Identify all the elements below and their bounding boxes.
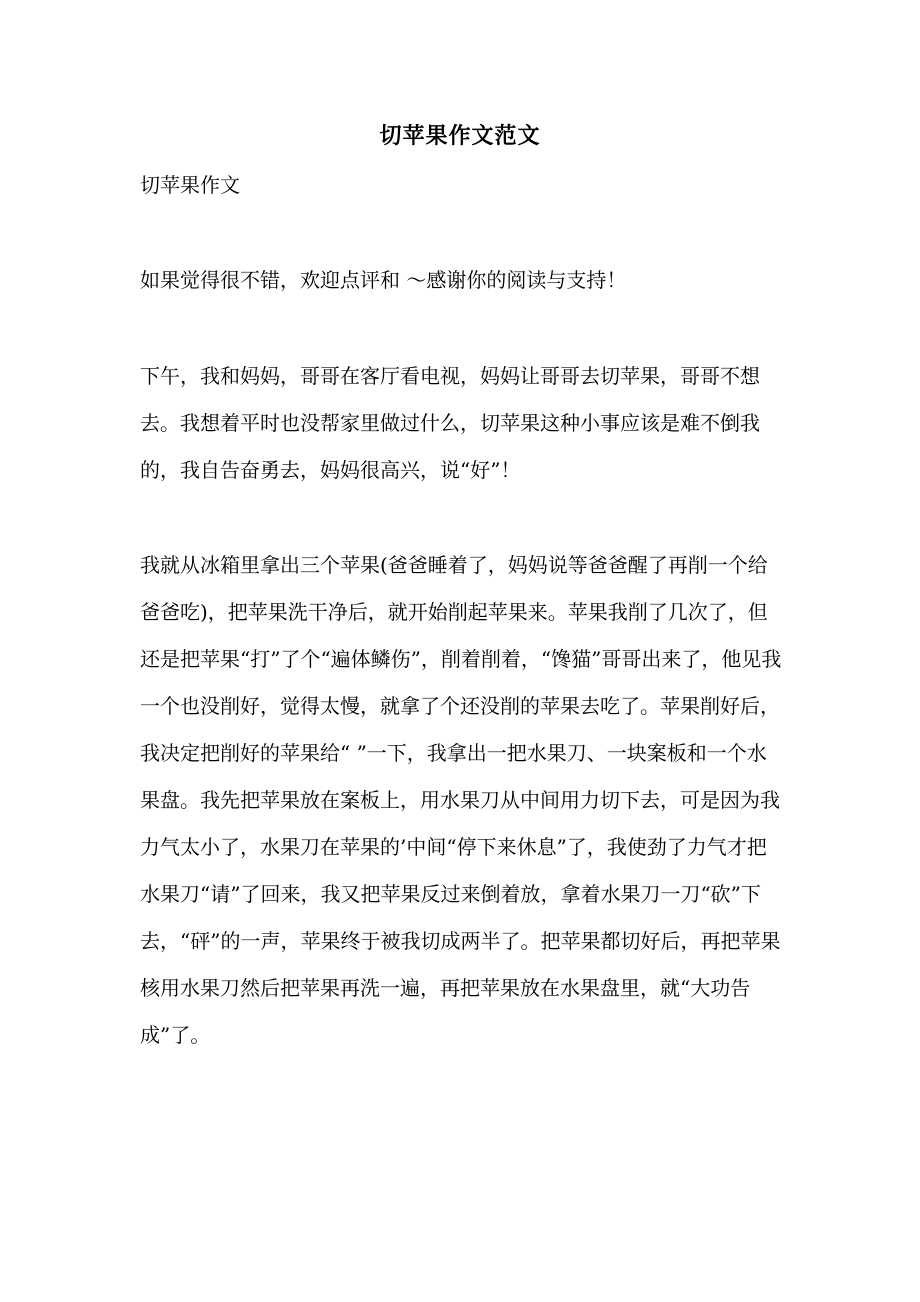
paragraph-1: 下午，我和妈妈，哥哥在客厅看电视，妈妈让哥哥去切苹果，哥哥不想去。我想着平时也没帮家里做过什么，切苹果这种小事应该是难不倒我的，我自告奋勇去，妈妈很高兴，说“好”！ xyxy=(140,364,760,482)
document-subtitle: 切苹果作文 xyxy=(140,173,240,197)
paragraph-2: 我就从冰箱里拿出三个苹果(爸爸睡着了，妈妈说等爸爸醒了再削一个给爸爸吃)，把苹果洗干净后，就开始削起苹果来。苹果我削了几次了，但还是把苹果“打”了个“遍体鳞伤”，削着削着，“馋猫”哥哥出来了，他见我一个也没削好，觉得太慢，就拿了个还没削的苹果去吃了。苹果削好后，我决定把削好的苹果给“ ”一下，我拿出一把水果刀、一块案板和一个水果盘。我先把苹果放在案板上，用水果刀从中间用力切下去，可是因为我力气太小了，水果刀在苹果的’中间“停下来休息”了，我使劲了力气才把水果刀“请”了回来，我又把苹果反过来倒着放，拿着水果刀一刀“砍”下去，“砰”的一声，苹果终于被我切成两半了。把苹果都切好后，再把苹果核用水果刀然后把苹果再洗一遍，再把苹果放在水果盘里，就“大功告成”了。 xyxy=(140,553,782,1047)
document-title: 切苹果作文范文 xyxy=(379,123,541,149)
intro-line: 如果觉得很不错，欢迎点评和 ～感谢你的阅读与支持！ xyxy=(140,268,627,292)
